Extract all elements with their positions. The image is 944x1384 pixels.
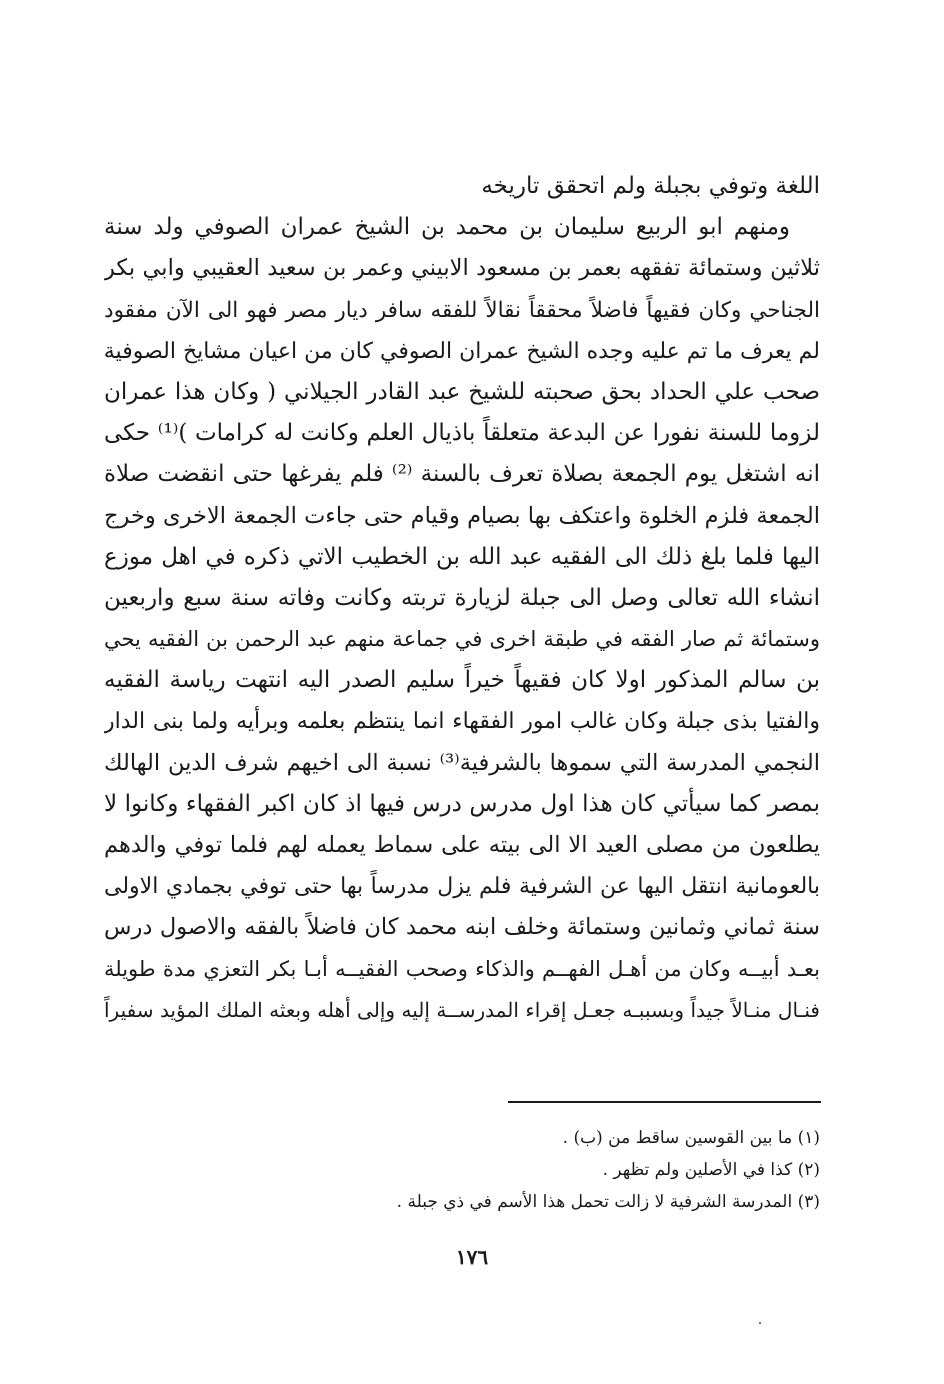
text-line: بالعومانية انتقل اليها عن الشرفية فلم يزل مدرساً بها حتى توفي بجمادي الاولى <box>104 874 820 900</box>
footnotes <box>300 1122 820 1218</box>
footnote: (٣) المدرسة الشرفية لا زالت تحمل هذا الأسم في ذي جبلة . <box>396 1192 820 1212</box>
text-line: الجناحي وكان فقيهاً فاضلاً محققاً نقالاً للفقه سافر ديار مصر فهو الى الآن مفقود <box>104 297 820 323</box>
text-line: اليها فلما بلغ ذلك الى الفقيه عبد الله بن الخطيب الاتي ذكره في اهل موزع <box>104 543 820 570</box>
text-line: صحب علي الحداد بحق صحبته للشيخ عبد القادر الجيلاني ( وكان هذا عمران <box>104 378 820 405</box>
footnote: (٢) كذا في الأصلين ولم تظهر . <box>602 1160 820 1180</box>
footnote: (١) ما بين القوسين ساقط من (ب) . <box>562 1128 820 1148</box>
footnote-divider <box>508 1101 821 1103</box>
text-line: والفتيا بذى جبلة وكان غالب امور الفقهاء انما ينتظم بعلمه وبرأيه ولما بنى الدار <box>104 709 820 735</box>
text-line: ثلاثين وستمائة تفقهه بعمر بن مسعود الابيني وعمر بن سعيد العقيبي وابي بكر <box>104 255 820 282</box>
text-line: وستمائة ثم صار الفقه في طبقة اخرى في جماعة منهم عبد الرحمن بن الفقيه يحي <box>104 627 820 652</box>
text-line: انه اشتغل يوم الجمعة بصلاة تعرف بالسنة ⁽²⁾ فلم يفرغها حتى انقضت صلاة <box>104 461 820 488</box>
text-line: يطلعون من مصلى العيد الا الى بيته على سماط يعمله لهم فلما توفي والدهم <box>104 832 820 858</box>
text-line: لزوما للسنة نفورا عن البدعة متعلقاً باذيال العلم وكانت له كرامات )⁽¹⁾ حكى <box>104 420 820 447</box>
scan-speck <box>759 1322 761 1324</box>
main-text <box>104 166 820 1031</box>
text-line: الجمعة فلزم الخلوة واعتكف بها بصيام وقيام حتى جاءت الجمعة الاخرى وخرج <box>104 502 820 529</box>
text-line: انشاء الله تعالى وصل الى جبلة لزيارة تربته وكانت وفاته سنة سبع واربعين <box>104 584 820 611</box>
text-line: اللغة وتوفي بجبلة ولم اتحقق تاريخه <box>481 173 820 199</box>
text-line: بعـد أبيــه وكان من أهـل الفهــم والذكاء وصحب الفقيــه أبـا بكر التعزي مدة طويلة <box>104 956 820 981</box>
text-line: لم يعرف ما تم عليه وجده الشيخ عمران الصوفي كان من اعيان مشايخ الصوفية <box>104 338 820 364</box>
text-line: فنـال منـالاً جيداً وبسببـه جعـل إقراء المدرســة إليه وإلى أهله وبعثه الملك المؤيد سفيراً <box>104 997 820 1022</box>
page-number: ١٧٦ <box>455 1245 489 1269</box>
text-line: بمصر كما سيأتي كان هذا اول مدرس درس فيها اذ كان اكبر الفقهاء وكانوا لا <box>104 790 820 817</box>
text-line: سنة ثماني وثمانين وستمائة وخلف ابنه محمد كان فاضلاً بالفقه والاصول درس <box>104 914 820 941</box>
text-line: النجمي المدرسة التي سموها بالشرفية⁽³⁾ نسبة الى اخيهم شرف الدين الهالك <box>104 749 820 776</box>
text-line: بن سالم المذكور اولا كان فقيهاً خيراً سليم الصدر اليه انتهت رياسة الفقيه <box>104 667 820 694</box>
text-line: ومنهم ابو الربيع سليمان بن محمد بن الشيخ عمران الصوفي ولد سنة <box>104 214 791 241</box>
